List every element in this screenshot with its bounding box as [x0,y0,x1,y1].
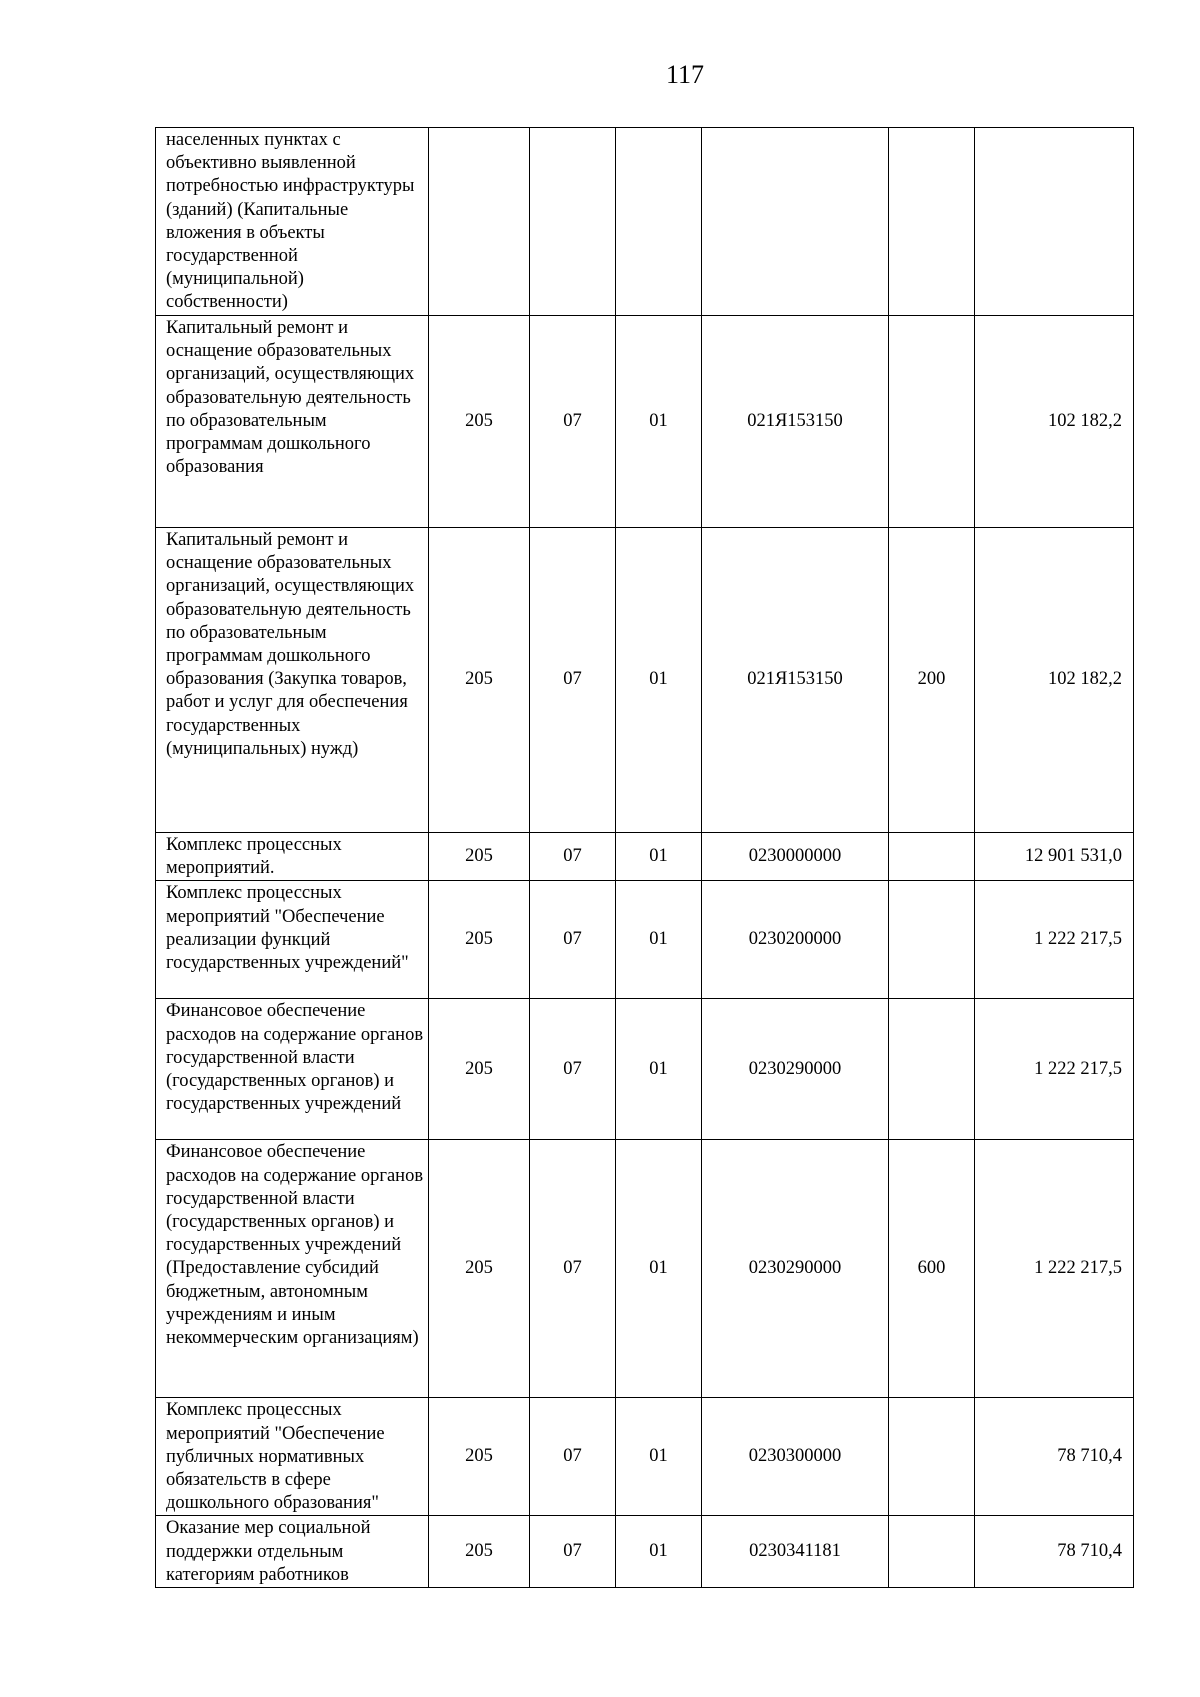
expense-type-code: 200 [889,528,975,833]
target-article-code: 021Я153150 [702,316,889,528]
budget-table-body [156,128,1134,1588]
target-article-code: 0230290000 [702,1140,889,1398]
subsection-code: 01 [616,833,702,881]
subsection-code: 01 [616,999,702,1140]
table-row [156,528,1134,833]
amount: 12 901 531,0 [975,833,1134,881]
section-code: 07 [530,528,616,833]
table-row [156,1140,1134,1398]
expense-type-code [889,833,975,881]
table-row [156,1398,1134,1516]
amount: 78 710,4 [975,1398,1134,1516]
row-name: Комплекс процессных мероприятий "Обеспечение реализации функций государственных учреждений" [156,881,429,999]
table-row [156,881,1134,999]
table-row [156,128,1134,316]
expense-type-code [889,1398,975,1516]
ved-code: 205 [429,528,530,833]
ved-code: 205 [429,1516,530,1588]
amount: 1 222 217,5 [975,999,1134,1140]
subsection-code: 01 [616,316,702,528]
row-name: Капитальный ремонт и оснащение образовательных организаций, осуществляющих образовательную деятельность по образовательным программам дошкольного образования [156,316,429,528]
target-article-code: 0230000000 [702,833,889,881]
target-article-code: 0230300000 [702,1398,889,1516]
row-name: Финансовое обеспечение расходов на содержание органов государственной власти (государственных органов) и государственных учреждений [156,999,429,1140]
row-name: Капитальный ремонт и оснащение образовательных организаций, осуществляющих образовательную деятельность по образовательным программам дошкольного образования (Закупка товаров, работ и услуг для обеспечения государственных (муниципальных) нужд) [156,528,429,833]
section-code: 07 [530,1140,616,1398]
subsection-code [616,128,702,316]
subsection-code: 01 [616,1516,702,1588]
row-name: Оказание мер социальной поддержки отдельным категориям работников [156,1516,429,1588]
table-row [156,999,1134,1140]
section-code: 07 [530,316,616,528]
amount: 1 222 217,5 [975,1140,1134,1398]
ved-code: 205 [429,1140,530,1398]
target-article-code: 0230290000 [702,999,889,1140]
expense-type-code: 600 [889,1140,975,1398]
amount: 102 182,2 [975,316,1134,528]
row-name: населенных пунктах с объективно выявленной потребностью инфраструктуры (зданий) (Капитальные вложения в объекты государственной (муниципальной) собственности) [156,128,429,316]
page-number: 117 [665,60,705,89]
section-code: 07 [530,1516,616,1588]
table-row [156,1516,1134,1588]
ved-code: 205 [429,833,530,881]
section-code [530,128,616,316]
amount: 102 182,2 [975,528,1134,833]
ved-code: 205 [429,881,530,999]
expense-type-code [889,1516,975,1588]
section-code: 07 [530,833,616,881]
section-code: 07 [530,999,616,1140]
section-code: 07 [530,1398,616,1516]
subsection-code: 01 [616,1398,702,1516]
section-code: 07 [530,881,616,999]
target-article-code: 0230341181 [702,1516,889,1588]
target-article-code: 021Я153150 [702,528,889,833]
expense-type-code [889,999,975,1140]
expense-type-code [889,128,975,316]
amount [975,128,1134,316]
subsection-code: 01 [616,881,702,999]
amount: 78 710,4 [975,1516,1134,1588]
subsection-code: 01 [616,1140,702,1398]
expense-type-code [889,316,975,528]
expense-type-code [889,881,975,999]
row-name: Финансовое обеспечение расходов на содержание органов государственной власти (государственных органов) и государственных учреждений (Предоставление субсидий бюджетным, автономным учреждениям и иным некоммерческим организациям) [156,1140,429,1398]
row-name: Комплекс процессных мероприятий "Обеспечение публичных нормативных обязательств в сфере дошкольного образования" [156,1398,429,1516]
table-row [156,833,1134,881]
ved-code: 205 [429,316,530,528]
target-article-code: 0230200000 [702,881,889,999]
row-name: Комплекс процессных мероприятий. [156,833,429,881]
budget-table [155,127,1134,1588]
ved-code: 205 [429,999,530,1140]
subsection-code: 01 [616,528,702,833]
ved-code: 205 [429,1398,530,1516]
table-row [156,316,1134,528]
amount: 1 222 217,5 [975,881,1134,999]
ved-code [429,128,530,316]
target-article-code [702,128,889,316]
